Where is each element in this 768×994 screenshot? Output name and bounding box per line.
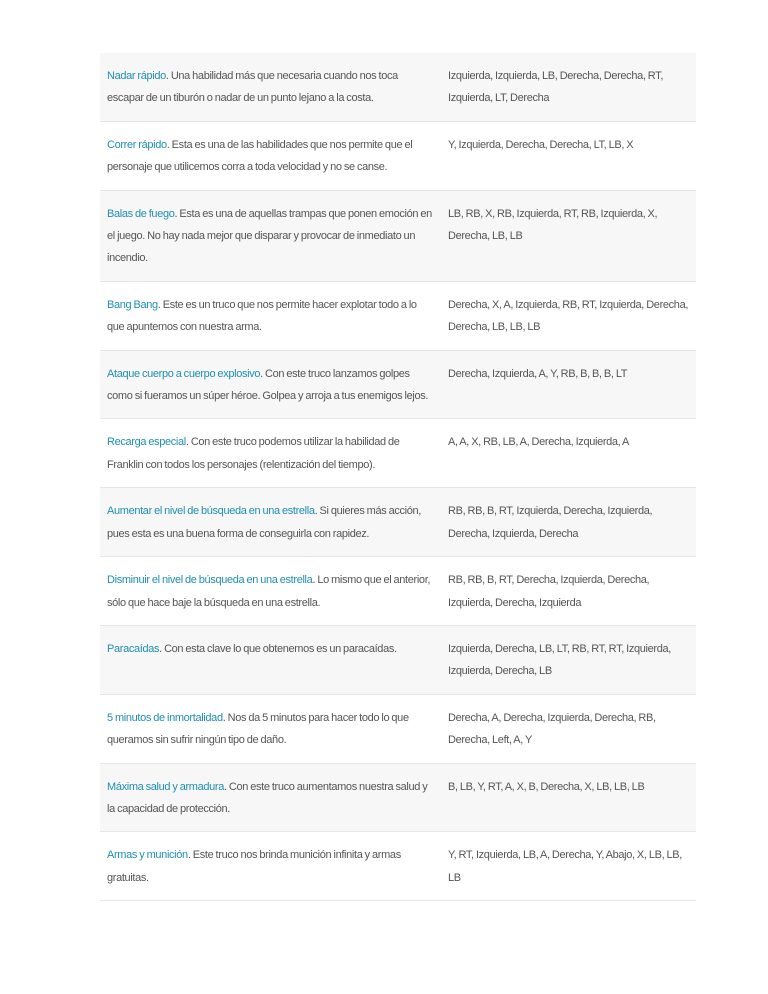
cheat-description: . Este es un truco que nos permite hacer explotar todo a lo que apuntemos con nuestra arma. (107, 298, 417, 334)
cheat-combo: LB, RB, X, RB, Izquierda, RT, RB, Izquierda, X, Derecha, LB, LB (442, 190, 696, 281)
cheat-combo: Derecha, Izquierda, A, Y, RB, B, B, B, LT (442, 350, 696, 419)
cheat-name: Paracaídas (107, 642, 160, 655)
cheat-description-cell (100, 121, 442, 190)
cheat-description: . Con este truco aumentamos nuestra salud y la capacidad de protección. (107, 780, 428, 815)
table-row (100, 763, 696, 832)
cheat-combo: Izquierda, Derecha, LB, LT, RB, RT, RT, Izquierda, Izquierda, Derecha, LB (442, 625, 696, 694)
cheat-name: Correr rápido (107, 138, 167, 151)
table-row (100, 832, 696, 901)
table-row (100, 488, 696, 557)
cheat-description: . Con esta clave lo que obtenemos es un paracaídas. (159, 642, 397, 655)
cheat-name: 5 minutos de inmortalidad (107, 711, 223, 724)
cheat-description-cell (100, 832, 442, 901)
table-row (100, 121, 696, 190)
cheat-description-cell (100, 694, 442, 763)
cheat-name: Disminuir el nivel de búsqueda en una estrella (107, 574, 313, 587)
table-row (100, 53, 696, 121)
cheat-combo: Izquierda, Izquierda, LB, Derecha, Derecha, RT, Izquierda, LT, Derecha (442, 53, 696, 121)
table-row (100, 350, 696, 419)
cheat-combo: Derecha, A, Derecha, Izquierda, Derecha, RB, Derecha, Left, A, Y (442, 694, 696, 763)
cheat-description: . Una habilidad más que necesaria cuando nos toca escapar de un tiburón o nadar de un punto lejano a la costa. (107, 70, 398, 105)
cheat-description: . Lo mismo que el anterior, sólo que hace baje la búsqueda en una estrella. (107, 574, 431, 609)
cheat-name: Aumentar el nivel de búsqueda en una estrella (107, 505, 315, 518)
cheat-description-cell (100, 419, 442, 488)
cheat-name: Bang Bang (107, 298, 158, 311)
cheat-description-cell (100, 557, 442, 626)
cheat-description-cell (100, 281, 442, 350)
cheat-description-cell (100, 625, 442, 694)
cheat-name: Nadar rápido (107, 70, 166, 82)
cheat-combo: RB, RB, B, RT, Derecha, Izquierda, Derecha, Izquierda, Derecha, Izquierda (442, 557, 696, 626)
cheat-name: Armas y munición (107, 849, 188, 862)
cheat-combo: RB, RB, B, RT, Izquierda, Derecha, Izquierda, Derecha, Izquierda, Derecha (442, 488, 696, 557)
table-row (100, 190, 696, 281)
cheat-description: . Con este truco podemos utilizar la habilidad de Franklin con todos los personajes (relentización del tiempo). (107, 436, 400, 471)
cheat-description-cell (100, 350, 442, 419)
cheat-combo: Y, Izquierda, Derecha, Derecha, LT, LB, X (442, 121, 696, 190)
cheat-description: . Esta es una de las habilidades que nos permite que el personaje que utilicemos corra a toda velocidad y no se canse. (107, 138, 413, 174)
cheat-name: Balas de fuego (107, 207, 175, 220)
cheat-combo: Y, RT, Izquierda, LB, A, Derecha, Y, Abajo, X, LB, LB, LB (442, 832, 696, 901)
cheat-description-cell (100, 488, 442, 557)
cheat-description: . Con este truco lanzamos golpes como si fueramos un súper héroe. Golpea y arroja a tus enemigos lejos. (107, 367, 429, 403)
cheat-description-cell (100, 190, 442, 281)
table-row (100, 694, 696, 763)
cheats-table-body (100, 53, 696, 901)
cheat-combo: B, LB, Y, RT, A, X, B, Derecha, X, LB, LB, LB (442, 763, 696, 832)
cheat-description: . Nos da 5 minutos para hacer todo lo que queramos sin sufrir ningún tipo de daño. (107, 711, 409, 747)
cheats-table (100, 53, 696, 901)
cheat-description: . Si quieres más acción, pues esta es una buena forma de conseguirla con rapidez. (107, 505, 422, 540)
cheat-name: Ataque cuerpo a cuerpo explosivo (107, 367, 261, 380)
cheat-combo: A, A, X, RB, LB, A, Derecha, Izquierda, A (442, 419, 696, 488)
cheat-description: . Este truco nos brinda munición infinita y armas gratuitas. (107, 849, 401, 884)
cheat-description-cell (100, 763, 442, 832)
cheat-name: Máxima salud y armadura (107, 780, 224, 793)
cheat-name: Recarga especial (107, 436, 186, 449)
cheat-description: . Esta es una de aquellas trampas que ponen emoción en el juego. No hay nada mejor que disparar y provocar de inmediato un incendio. (107, 207, 432, 265)
cheat-combo: Derecha, X, A, Izquierda, RB, RT, Izquierda, Derecha, Derecha, LB, LB, LB (442, 281, 696, 350)
table-row (100, 557, 696, 626)
cheat-description-cell (100, 53, 442, 121)
table-row (100, 281, 696, 350)
table-row (100, 625, 696, 694)
table-row (100, 419, 696, 488)
